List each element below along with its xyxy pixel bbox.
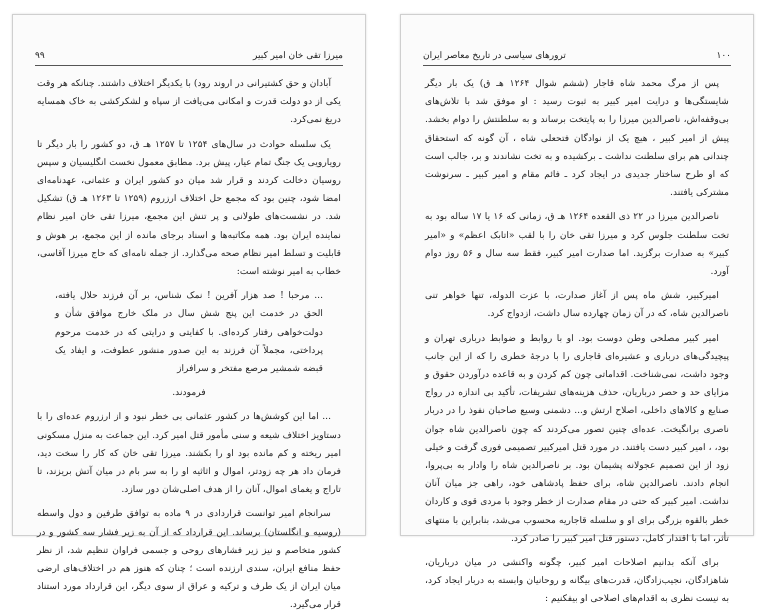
page-number: ۹۹: [35, 51, 45, 61]
paragraph: سرانجام امیر توانست قراردادی در ۹ ماده به توافق طرفین و دول واسطه (روسیه و انگلستان) برساند. این قرارداد که از آن به زیر فشار سه کشور و در کشور متخاصم و نیز زیر فشارهای روحی و جسمی فراوان تنظیم شد، از نظر حفظ منافع ایران، سندی ارزنده است ؛ چنان که هنوز هم در اختلاف‌های ارضی میان ایران از یک طرف و ترکیه و عراق از سوی دیگر، این قرارداد مورد استناد قرار می‌گیرد.: [37, 508, 341, 611]
paragraph: فرمودند.: [172, 387, 206, 399]
left-page-header: [35, 49, 343, 66]
paragraph: پس از مرگ محمد شاه قاجار (ششم شوال ۱۲۶۴ هـ ق) یک بار دیگر شایستگی‌ها و درایت امیر کبیر به ثبوت رسید : او موفق شد با تلاش‌های بی‌وقفه‌اش، ناصرالدین میرزا را به پایتخت برساند و به سلطنتش را دوام بخشد. پیش از امیر کبیر ، هیچ یک از نوادگان فتحعلی شاه ، آن گونه که استحقاق چندانی هم برای سلطنت نداشت ـ برکشیده و به تخت نشاندند و بر، جالب است که او طرح ساختار جدیدی در ایجاد کرد ـ فائم مقام و امیر کبیر ـ سرنوشت مشترکی یافتند.: [425, 78, 729, 199]
paragraph: ناصرالدین میرزا در ۲۲ ذی القعده ۱۲۶۴ هـ ق، زمانی که ۱۶ یا ۱۷ ساله بود به تخت سلطنت جلوس کرد و میرزا تقی خان را با لقب «اتابک اعظم» و «امیر کبیر» به صدارت برگزید. اما صدارت امیر کبیر، فقط سه سال و ۵۶ روز دوام آورد.: [425, 211, 729, 278]
right-page: [400, 14, 754, 605]
block-quote: ... مرحبا ! صد هزار آفرین ! نمک شناس، بر آن فرزند حلال یافته، الحق در خدمت این پنج شش سال در ملک خارج موافق شأن و دولت‌خواهی رفتار کرده‌ای. با کفایتی و درایتی که در خدمت مرحوم پرداختی، مجملاً آن فرزند به این صدور منشور عطوفت، و ایفاد یک قبضه شمشیر مرصع مفتخر و سرافراز: [55, 290, 323, 375]
paragraph: یک سلسله حوادث در سال‌های ۱۲۵۴ تا ۱۲۵۷ هـ ق، دو کشور را بار دیگر تا رویارویی یک جنگ تمام عیار، پیش برد. مطابق معمول نخست انگلیسیان و سپس روسیان دخالت کردند و قرار شد میان دو کشور ایران و عثمانی، عهدنامه‌ای امضا شود، چنین بود که مجمع حل اختلاف ارزروم (۱۲۵۹ تا ۱۲۶۳ هـ ق) تشکیل شد. در نشست‌های طولانی و پر تنش این مجمع، میرزا تقی خان امیر نظام نماینده ایران بود. همه مکاتبه‌ها و اسناد برجای مانده از این مجمع، بر هوش و قابلیت و تسلط امیر نظام صحه می‌گذارد. از جمله نامه‌ای که حاج میرزا آقاسی، خطاب به امیر نوشته است:: [37, 138, 341, 278]
running-title: ترورهای سیاسی در تاریخ معاصر ایران: [423, 51, 566, 61]
left-page-body: [37, 75, 341, 611]
paragraph: امیر کبیر مصلحی وطن دوست بود. او با روابط و ضوابط درباری تهران و پیچیدگی‌های درباری و عشیره‌ای قاجاری را با درجهٔ خطری را که از این جانب وجود داشت، نمی‌شناخت. اقداماتی چون کم کردن و به قاعده درآوردن حقوق و مزایای حد و حصر درباریان، حذف هزینه‌های تشریفات، تأکید بی اندازه در رواج صنایع و کالاهای داخلی، اصلاح ارتش و... دشمنی وسیع صاحبان نفوذ را در دربار ناصری برانگیخت. عده‌ای چنین تصور می‌کردند که چون ناصرالدین شاه جوان بود، ، امیر کبیر دست یافتند. در مورد قتل امیرکبیر تصمیمی فوری گرفت و خیلی زود از این تصمیم عجولانه پشیمان بود. بر ناصرالدین شاه را وادار به بی‌پروا، انجام دادند. ناصرالدین شاه، برای حفظ پادشاهی خود، راهی جز میان آنان نداشت. امیر کبیر که حتی در مقام صدارت از خطر وجود با مردی قوی و کاردان خطر بالقوه بزرگی برای او و سلسله قاجاریه محسوب می‌شد، بنابراین با منتهای تأثر، اما با اقتدار کامل، دستور قتل امیر کبیر را صادر کرد.: [425, 332, 729, 544]
left-page: [12, 14, 366, 611]
right-page-body: [425, 75, 729, 605]
paragraph: ... اما این کوشش‌ها در کشور عثمانی بی خطر نبود و از ارزروم عده‌ای را با دستاویز اختلاف شیعه و سنی مأمور قتل امیر کرد. این جماعت به منزل مسکونی امیر ریخته و کم مانده بود او را بکشند. میرزا تقی خان که کار را سخت دید، فرمان داد هر چه زودتر، اموال و اثاثیه او را به سر بام در میان آتش بریزند، تا تاراج و یغمای اموال، آنان را از هدف اصلی‌شان دور سازد.: [37, 411, 341, 496]
paragraph: برای آنکه بدانیم اصلاحات امیر کبیر، چگونه واکنشی در میان درباریان، شاهزادگان، نجیب‌زادگان، قدرت‌های بیگانه و روحانیان وابسته به دربار ایجاد کرد، به نیست نظری به اقدام‌های اصلاحی او بیفکنیم :: [425, 557, 729, 605]
paragraph: امیرکبیر، شش ماه پس از آغاز صدارت، با عزت الدوله، تنها خواهر تنی ناصرالدین شاه، که در آن زمان چهارده سال داشت، ازدواج کرد.: [425, 290, 729, 320]
page-number: ۱۰۰: [716, 51, 731, 61]
right-page-header: [423, 49, 731, 66]
paragraph: آبادان و حق کشتیرانی در اروند رود) با یکدیگر اختلاف داشتند. چنانکه هر وقت یکی از دو دولت قدرت و امکانی می‌یافت از سپاه و لشکرکشی به خاک همسایه دریغ نمی‌کرد.: [37, 78, 341, 126]
running-title: میرزا تقی خان امیر کبیر: [253, 51, 343, 61]
